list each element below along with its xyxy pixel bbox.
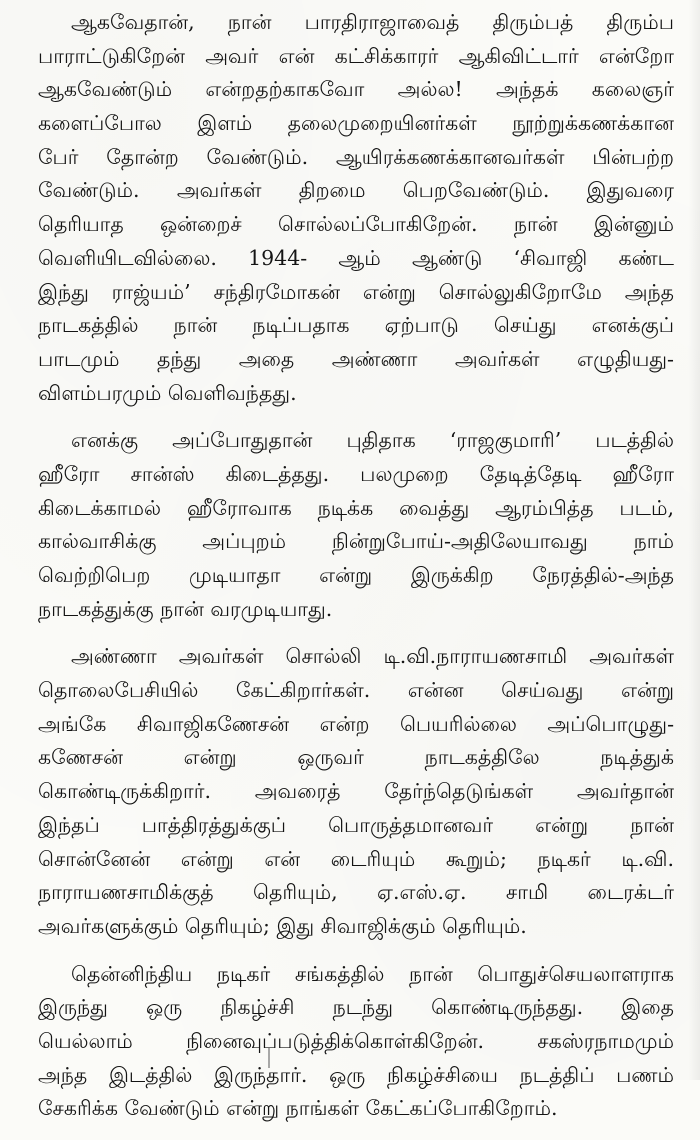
text-line: வெற்றிபெற முடியாதா என்று இருக்கிற நேரத்தில்-அந்த — [38, 563, 674, 587]
text-line: பேர் தோன்ற வேண்டும். ஆயிரக்கணக்கானவர்கள் பின்பற்ற — [38, 144, 674, 169]
text-line: அண்ணா அவர்கள் சொல்லி டி.வி.நாராயணசாமி அவர்கள் — [71, 644, 674, 669]
text-line: நாடகத்துக்கு நான் வரமுடியாது. — [38, 596, 333, 621]
paragraph-4 — [38, 958, 674, 1126]
text-line: நாராயணசாமிக்குத் தெரியும், ஏ.எஸ்.ஏ. சாமி டைரக்டர் — [38, 880, 674, 905]
text-line: ஹீரோ சான்ஸ் கிடைத்தது. பலமுறை தேடித்தேடி ஹீரோ — [38, 461, 674, 486]
text-line: கால்வாசிக்கு அப்புறம் நின்றுபோய்-அதிலேயாவது நாம் — [38, 529, 674, 554]
text-line: ஆகவேதான், நான் பாரதிராஜாவைத் திரும்பத் திரும்ப — [71, 10, 674, 34]
text-line: ஆகவேண்டும் என்றதற்காகவோ அல்ல! அந்தக் கலைஞர் — [38, 77, 674, 102]
text-line: வேண்டும். அவர்கள் திறமை பெறவேண்டும். இதுவரை — [38, 178, 674, 203]
text-line: யெல்லாம் நினைவுப்படுத்திக்கொள்கிறேன். சகஸ்ரநாமமும் — [38, 1028, 674, 1053]
text-line: கணேசன் என்று ஒருவர் நாடகத்திலே நடித்துக் — [38, 745, 674, 770]
text-line: அங்கே சிவாஜிகணேசன் என்ற பெயரில்லை அப்பொழுது- — [38, 711, 674, 736]
text-line: சொன்னேன் என்று என் டைரியும் கூறும்; நடிகர் டி.வி. — [38, 846, 674, 871]
text-line: தெரியாத ஒன்றைச் சொல்லப்போகிறேன். நான் இன்னும் — [38, 212, 674, 237]
text-line: சேகரிக்க வேண்டும் என்று நாங்கள் கேட்கப்போகிறோம். — [38, 1096, 558, 1121]
text-line: கொண்டிருக்கிறார். அவரைத் தேர்ந்தெடுங்கள் அவர்தான் — [38, 779, 674, 804]
text-line: தென்னிந்திய நடிகர் சங்கத்தில் நான் பொதுச்செயலாளராக — [71, 961, 674, 986]
text-line: பாடமும் தந்து அதை அண்ணா அவர்கள் எழுதியது- — [38, 346, 674, 371]
page-text — [38, 6, 674, 1140]
text-line: அந்த இடத்தில் இருந்தார். ஒரு நிகழ்ச்சியை நடத்திப் பணம் — [38, 1062, 674, 1087]
text-line: கிடைக்காமல் ஹீரோவாக நடிக்க வைத்து ஆரம்பித்த படம், — [38, 495, 674, 520]
text-line: தொலைபேசியில் கேட்கிறார்கள். என்ன செய்வது என்று — [38, 678, 674, 703]
paragraph-1 — [38, 6, 674, 410]
text-line: பாராட்டுகிறேன் அவர் என் கட்சிக்காரர் ஆகிவிட்டார் என்றோ — [38, 43, 674, 68]
text-line: விளம்பரமும் வெளிவந்தது. — [38, 380, 297, 405]
text-line: நாடகத்தில் நான் நடிப்பதாக ஏற்பாடு செய்து எனக்குப் — [38, 313, 674, 338]
paragraph-3 — [38, 640, 674, 943]
text-line: எனக்கு அப்போதுதான் புதிதாக ‘ராஜகுமாரி’ படத்தில் — [71, 428, 674, 453]
text-line: இந்தப் பாத்திரத்துக்குப் பொருத்தமானவர் என்று நான் — [38, 812, 674, 837]
text-line: அவர்களுக்கும் தெரியும்; இது சிவாஜிக்கும் தெரியும். — [38, 913, 527, 938]
scan-artifact-mark — [268, 1048, 278, 1068]
text-line: களைப்போல இளம் தலைமுறையினர்கள் நூற்றுக்கணக்கான — [38, 111, 674, 136]
text-line: இந்து ராஜ்யம்’ சந்திரமோகன் என்று சொல்லுகிறோமே அந்த — [38, 279, 674, 304]
paragraph-2 — [38, 424, 674, 626]
page-edge-shadow — [688, 0, 700, 1080]
text-line: வெளியிடவில்லை. 1944- ஆம் ஆண்டு ‘சிவாஜி கண்ட — [38, 245, 674, 270]
text-line: இருந்து ஒரு நிகழ்ச்சி நடந்து கொண்டிருந்தது. இதை — [38, 995, 674, 1020]
